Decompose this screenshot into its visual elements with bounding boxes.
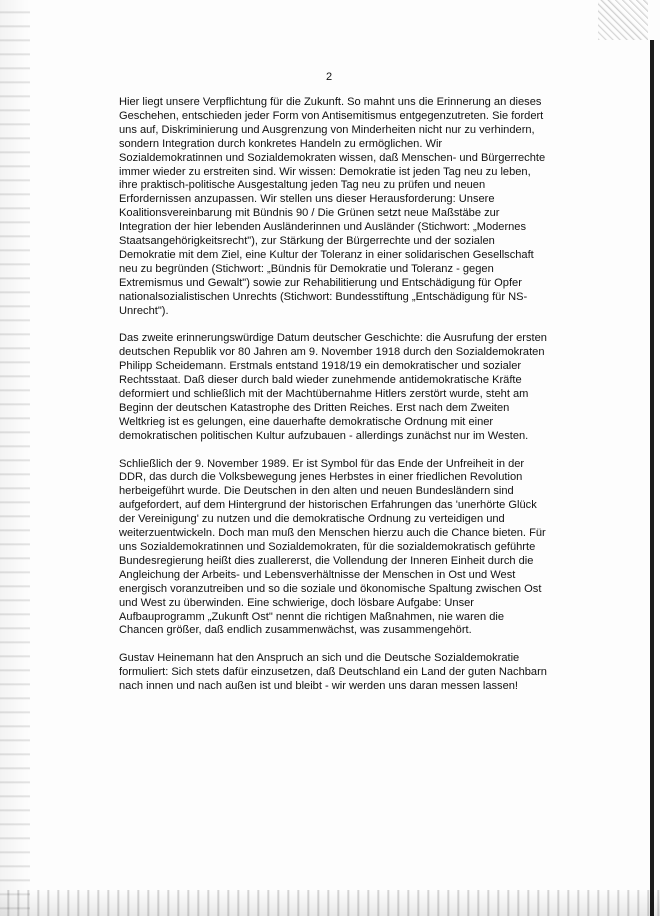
text-line: DDR, das durch die Volksbewegung jenes Herbstes in einer friedlichen Revolution [119, 471, 523, 484]
text-line: ihre praktisch-politische Ausgestaltung jeden Tag neu zu prüfen und neuen [119, 179, 486, 192]
paragraph-1 [119, 96, 546, 319]
text-line: deformiert und schließlich mit der Machtübernahme Hitlers zerstört wurde, steht am [119, 388, 529, 401]
text-line: Demokratie mit dem Ziel, eine Kultur der Toleranz in einer solidarischen Gesellschaft [119, 248, 534, 261]
scan-noise-top-right [598, 0, 648, 40]
paragraph-2 [119, 332, 547, 443]
text-line: immer wieder zu erstreiten sind. Wir wissen: Demokratie ist jeden Tag neu zu leben, [119, 165, 531, 178]
text-line: nationalsozialistischen Unrechts (Stichwort: Bundesstiftung „Entschädigung für NS- [119, 290, 528, 303]
paragraph-4 [119, 652, 547, 694]
text-line: uns auf, Diskriminierung und Ausgrenzung von Minderheiten nicht nur zu verhindern, [119, 123, 535, 136]
text-line: Bundesregierung heißt dies zuallererst, die Vollendung der Inneren Einheit durch die [119, 554, 534, 567]
text-line: aufgefordert, auf dem Hintergrund der historischen Erfahrungen das 'unerhörte Glück [119, 499, 537, 512]
text-line: Philipp Scheidemann. Erstmals entstand 1918/19 ein demokratischer und sozialer [119, 360, 522, 373]
text-line: Schließlich der 9. November 1989. Er ist Symbol für das Ende der Unfreiheit in der [119, 457, 525, 470]
text-line: nach innen und nach außen ist und bleibt - wir werden uns daran messen lassen! [119, 680, 519, 693]
text-line: uns Sozialdemokratinnen und Sozialdemokraten, für die sozialdemokratisch geführte [119, 540, 536, 553]
text-line: Hier liegt unsere Verpflichtung für die Zukunft. So mahnt uns die Erinnerung an dieses [119, 96, 542, 108]
text-line: Erfordernissen anzupassen. Wir stellen uns dieser Herausforderung: Unsere [119, 193, 495, 206]
paragraph-3 [119, 457, 546, 639]
scan-edge-right [650, 40, 654, 916]
text-line: Koalitionsvereinbarung mit Bündnis 90 / Die Grünen setzt neue Maßstäbe zur [119, 207, 500, 220]
text-line: Rechtsstaat. Daß dieser durch bald wieder zunehmende antidemokratische Kräfte [119, 374, 522, 387]
text-line: deutschen Republik vor 80 Jahren am 9. November 1918 durch den Sozialdemokraten [119, 346, 545, 359]
text-line: Sozialdemokratinnen und Sozialdemokraten wissen, daß Menschen- und Bürgerrechte [119, 151, 546, 164]
scan-edge-left [0, 0, 30, 916]
text-line: sondern Integration durch konkretes Handeln zu ermöglichen. Wir [119, 137, 443, 150]
text-line: Weltkrieg ist es gelungen, eine dauerhafte demokratische Ordnung mit einer [119, 415, 494, 428]
body-text [119, 96, 547, 708]
text-line: Beginn der deutschen Katastrophe des Dritten Reiches. Erst nach dem Zweiten [119, 401, 510, 414]
text-line: Extremismus und Gewalt") sowie zur Rehabilitierung und Entschädigung für Opfer [119, 276, 522, 289]
text-line: Unrecht"). [119, 304, 169, 317]
text-line: Angleichung der Arbeits- und Lebensverhältnisse der Menschen in Ost und West [119, 568, 516, 581]
text-line: und West zu überwinden. Eine schwierige, doch lösbare Aufgabe: Unser [119, 596, 475, 609]
text-line: energisch voranzutreiben und so die soziale und ökonomische Spaltung zwischen Ost [119, 582, 542, 595]
text-line: Gustav Heinemann hat den Anspruch an sich und die Deutsche Sozialdemokratie [119, 652, 520, 665]
text-line: Integration der hier lebenden Ausländerinnen und Ausländer (Stichwort: „Modernes [119, 221, 527, 234]
text-line: weiterzuentwickeln. Doch man muß den Menschen hierzu auch die Chance bieten. Für [119, 527, 546, 540]
page-number: 2 [326, 71, 333, 83]
text-line: neu zu begründen (Stichwort: „Bündnis für Demokratie und Toleranz - gegen [119, 262, 494, 275]
text-line: herbeigeführt wurde. Die Deutschen in den alten und neuen Bundesländern sind [119, 485, 514, 498]
text-line: der Vereinigung' zu nutzen und die demokratische Ordnung zu verteidigen und [119, 513, 505, 526]
text-line: Aufbauprogramm „Zukunft Ost" nennt die richtigen Maßnahmen, nie waren die [119, 610, 505, 623]
text-line: Geschehen, entschieden jeder Form von Antisemitismus entgegenzutreten. Sie fordert [119, 109, 544, 122]
text-line: Chancen größer, daß endlich zusammenwächst, was zusammengehört. [119, 624, 472, 637]
scan-edge-bottom [0, 890, 660, 916]
text-line: Das zweite erinnerungswürdige Datum deutscher Geschichte: die Ausrufung der ersten [119, 332, 547, 345]
text-line: Staatsangehörigkeitsrecht"), zur Stärkung der Bürgerrechte und der sozialen [119, 235, 495, 248]
text-line: formuliert: Sich stets dafür einzusetzen, daß Deutschland ein Land der guten Nachbarn [119, 666, 547, 679]
text-line: demokratischen politischen Kultur aufzubauen - allerdings zunächst nur im Westen. [119, 429, 529, 442]
